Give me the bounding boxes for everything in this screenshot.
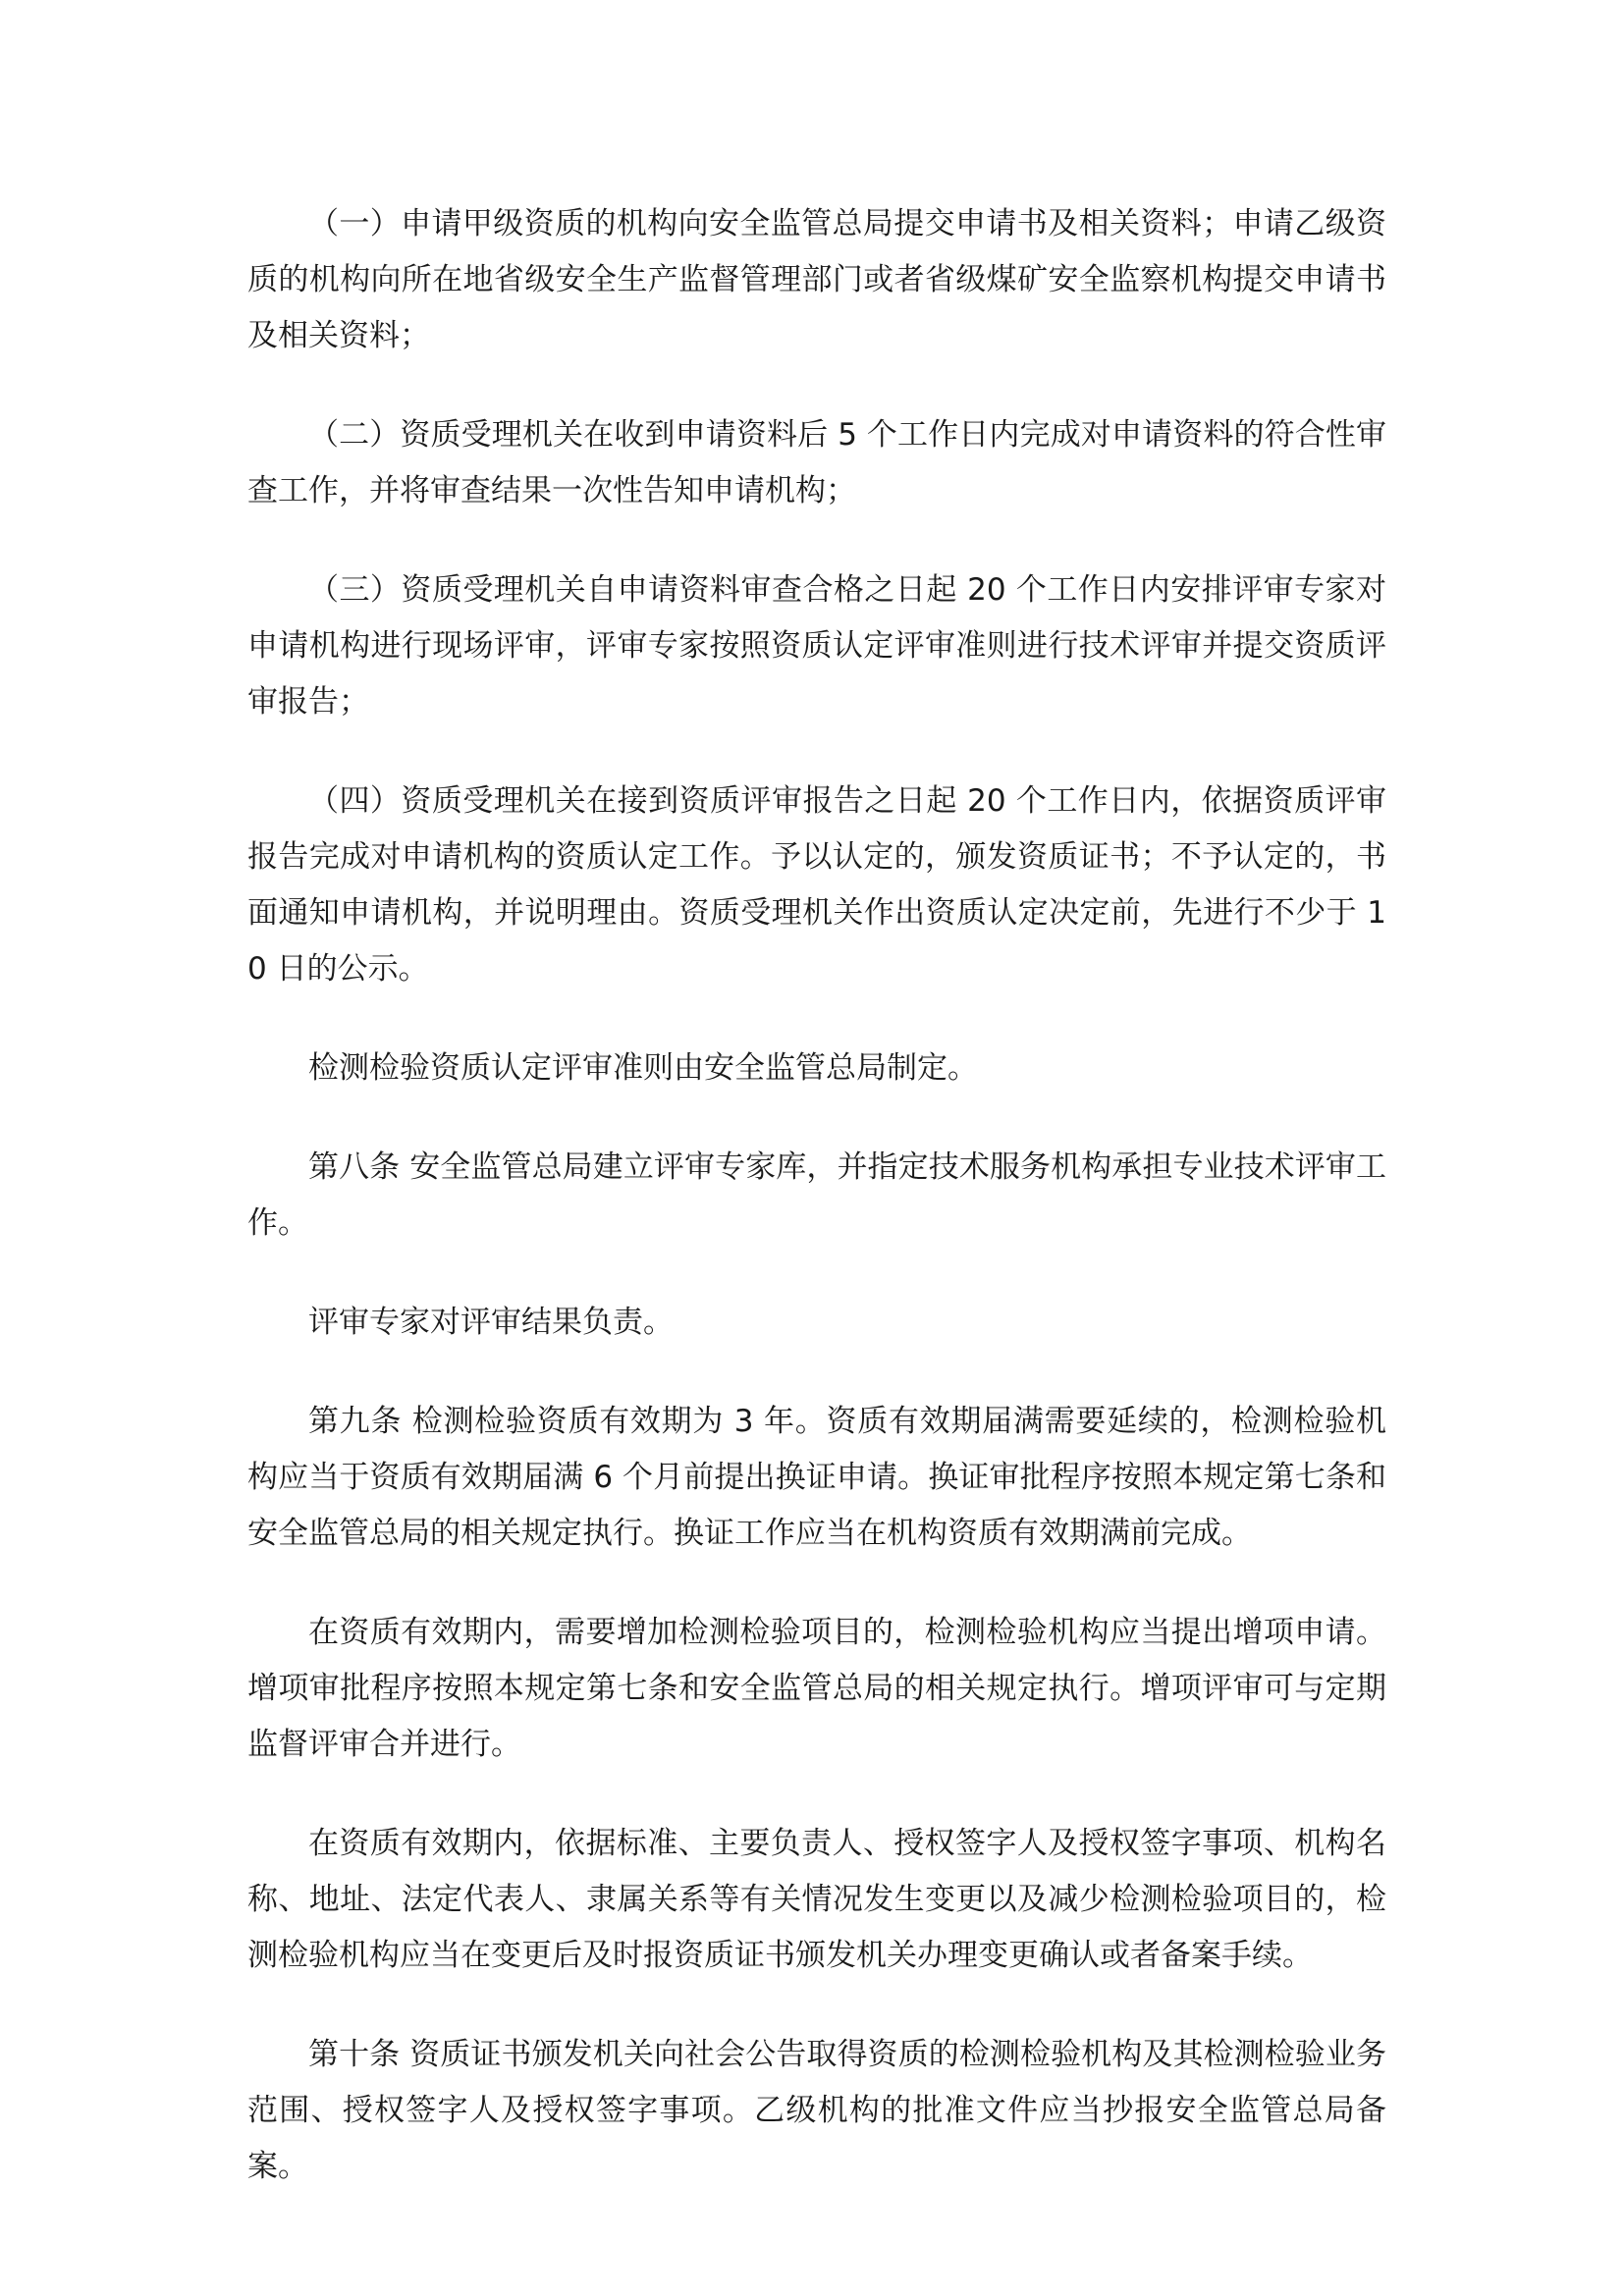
document-body (247, 196, 1386, 2238)
paragraph-change-registration: 在资质有效期内，依据标准、主要负责人、授权签字人及授权签字事项、机构名称、地址、法定代表人、隶属关系等有关情况发生变更以及减少检测检验项目的，检测检验机构应当在变更后及时报资质证书颁发机关办理变更确认或者备案手续。 (247, 1826, 1386, 1973)
paragraph-article-8: 第八条 安全监管总局建立评审专家库，并指定技术服务机构承担专业技术评审工作。 (247, 1149, 1386, 1241)
paragraph-article-9: 第九条 检测检验资质有效期为 3 年。资质有效期届满需要延续的，检测检验机构应当于资质有效期届满 6 个月前提出换证申请。换证审批程序按照本规定第七条和安全监管总局的相关规定执行。换证工作应当在机构资质有效期满前完成。 (247, 1404, 1386, 1551)
paragraph-article-10: 第十条 资质证书颁发机关向社会公告取得资质的检测检验机构及其检测检验业务范围、授权签字人及授权签字事项。乙级机构的批准文件应当抄报安全监管总局备案。 (247, 2037, 1386, 2184)
paragraph-item-1: （一）申请甲级资质的机构向安全监管总局提交申请书及相关资料；申请乙级资质的机构向所在地省级安全生产监督管理部门或者省级煤矿安全监察机构提交申请书及相关资料； (247, 206, 1386, 353)
paragraph-item-4: （四）资质受理机关在接到资质评审报告之日起 20 个工作日内，依据资质评审报告完成对申请机构的资质认定工作。予以认定的，颁发资质证书；不予认定的，书面通知申请机构，并说明理由。资质受理机关作出资质认定决定前，先进行不少于 10 日的公示。 (247, 783, 1386, 987)
paragraph-item-3: （三）资质受理机关自申请资料审查合格之日起 20 个工作日内安排评审专家对申请机构进行现场评审，评审专家按照资质认定评审准则进行技术评审并提交资质评审报告； (247, 572, 1386, 720)
paragraph-item-2: （二）资质受理机关在收到申请资料后 5 个工作日内完成对申请资料的符合性审查工作，并将审查结果一次性告知申请机构； (247, 417, 1386, 508)
paragraph-item-addition: 在资质有效期内，需要增加检测检验项目的，检测检验机构应当提出增项申请。增项审批程序按照本规定第七条和安全监管总局的相关规定执行。增项评审可与定期监督评审合并进行。 (247, 1615, 1386, 1762)
paragraph-rule-note: 检测检验资质认定评审准则由安全监管总局制定。 (308, 1050, 978, 1086)
paragraph-expert-responsibility: 评审专家对评审结果负责。 (308, 1305, 674, 1340)
